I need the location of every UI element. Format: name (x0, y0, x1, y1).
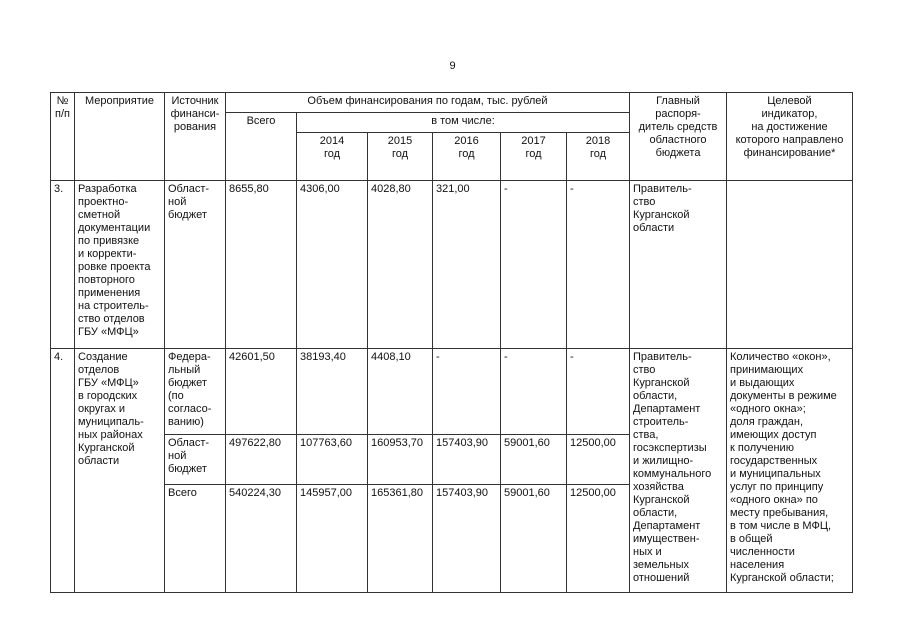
row-2018: 12500,00 (567, 435, 630, 485)
row-2015: 4028,80 (368, 181, 433, 349)
page-number: 9 (449, 60, 456, 72)
row-2015: 160953,70 (368, 435, 433, 485)
row-2016: 321,00 (433, 181, 501, 349)
header-no: № п/п (51, 93, 75, 181)
header-year-2017: 2017 год (501, 133, 567, 181)
row-2015: 4408,10 (368, 349, 433, 435)
row-2014: 145957,00 (297, 485, 368, 593)
row-2015: 165361,80 (368, 485, 433, 593)
row-2016: 157403,90 (433, 435, 501, 485)
row-event: Разработка проектно- сметной документации по привязке и корректи- ровке проекта повторного применения на строитель- ство отделов ГБУ «МФЦ» (75, 181, 165, 349)
table-row (51, 349, 853, 435)
header-year-2016: 2016 год (433, 133, 501, 181)
row-2016: - (433, 349, 501, 435)
row-source: Федера- льный бюджет (по согласо- ванию) (165, 349, 226, 435)
header-year-2014: 2014 год (297, 133, 368, 181)
row-event: Создание отделов ГБУ «МФЦ» в городских округах и муниципаль- ных районах Курганской области (75, 349, 165, 593)
header-including: в том числе: (297, 113, 630, 133)
row-total: 540224,30 (226, 485, 297, 593)
row-manager: Правитель- ство Курганской области (630, 181, 727, 349)
header-total: Всего (226, 113, 297, 181)
header-indicator: Целевой индикатор, на достижение которого направлено финансирование* (727, 93, 853, 181)
header-year-2015: 2015 год (368, 133, 433, 181)
row-2014: 4306,00 (297, 181, 368, 349)
row-2018: - (567, 349, 630, 435)
header-event: Мероприятие (75, 93, 165, 181)
row-manager: Правитель- ство Курганской области, Департамент строитель- ства, госэкспертизы и жилищно- коммунального хозяйства Курганской области, Департамент имуществен- ных и земельных отношений (630, 349, 727, 593)
row-2016: 157403,90 (433, 485, 501, 593)
row-total: 8655,80 (226, 181, 297, 349)
row-no: 4. (51, 349, 75, 593)
row-2017: 59001,60 (501, 485, 567, 593)
header-manager: Главный распоря- дитель средств областного бюджета (630, 93, 727, 181)
row-2014: 38193,40 (297, 349, 368, 435)
row-source: Област- ной бюджет (165, 181, 226, 349)
row-source: Всего (165, 485, 226, 593)
row-total: 42601,50 (226, 349, 297, 435)
row-no: 3. (51, 181, 75, 349)
row-2017: - (501, 349, 567, 435)
header-year-2018: 2018 год (567, 133, 630, 181)
row-2017: - (501, 181, 567, 349)
row-indicator (727, 181, 853, 349)
row-2018: - (567, 181, 630, 349)
row-total: 497622,80 (226, 435, 297, 485)
row-2014: 107763,60 (297, 435, 368, 485)
row-indicator: Количество «окон», принимающих и выдающих документы в режиме «одного окна»; доля граждан, имеющих доступ к получению государственных и муниципальных услуг по принципу «одного окна» по месту пребывания, в том числе в МФЦ, в общей численности населения Курганской области; (727, 349, 853, 593)
row-source: Област- ной бюджет (165, 435, 226, 485)
row-2017: 59001,60 (501, 435, 567, 485)
financing-table (50, 92, 853, 593)
table-row (51, 181, 853, 349)
header-volume: Объем финансирования по годам, тыс. рублей (226, 93, 630, 113)
header-source: Источник финанси- рования (165, 93, 226, 181)
row-2018: 12500,00 (567, 485, 630, 593)
